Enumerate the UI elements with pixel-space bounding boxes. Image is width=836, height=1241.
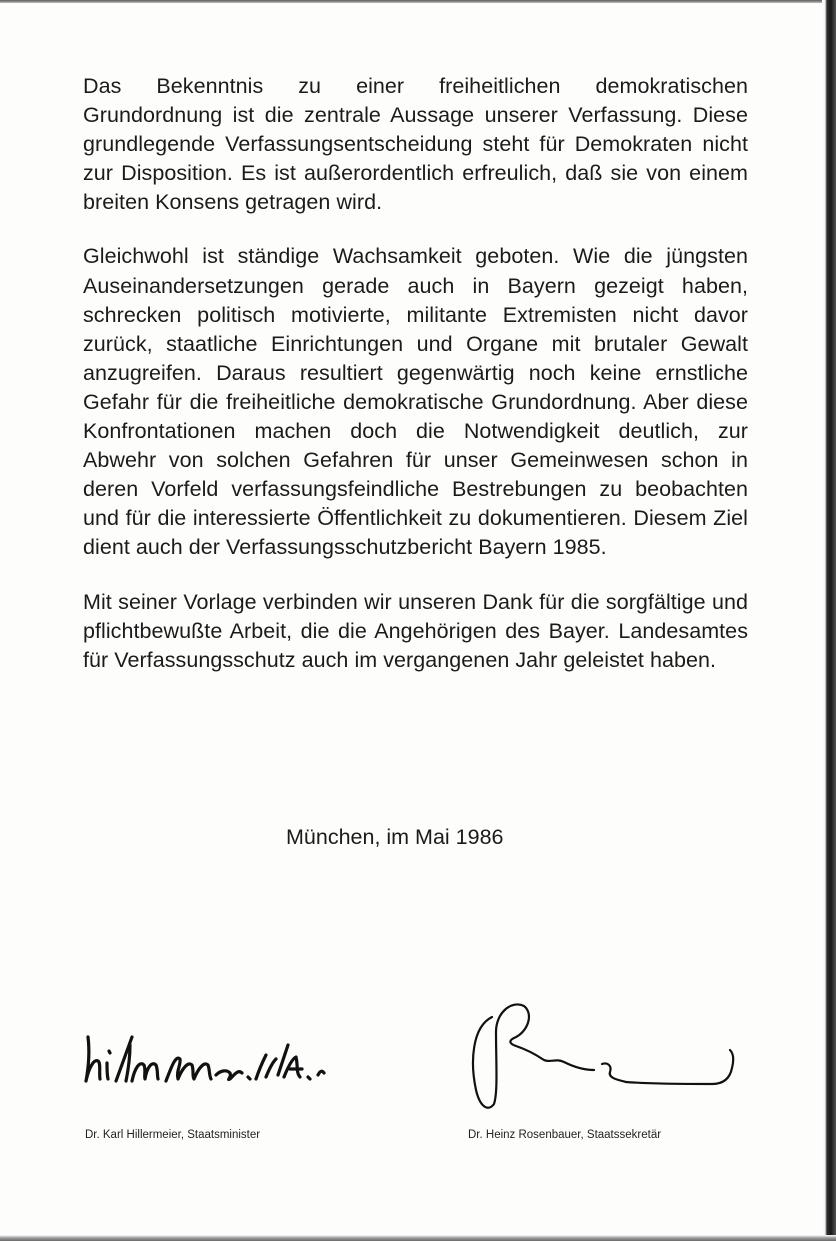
signatory-caption-left: Dr. Karl Hillermeier, Staatsminister bbox=[85, 1129, 261, 1141]
signature-rosenbauer bbox=[462, 992, 742, 1117]
paragraph-3: Mit seiner Vorlage verbinden wir unseren Dank für die sorgfältige und pflichtbewußte Arbeit, die die Angehörigen des Bayer. Landesamtes für Verfassungsschutz auch im vergangenen Jahr geleistet haben. bbox=[83, 589, 748, 672]
signatory-caption-right: Dr. Heinz Rosenbauer, Staatssekretär bbox=[468, 1129, 662, 1141]
page-binding-edge bbox=[822, 0, 836, 1241]
body-text bbox=[83, 72, 748, 700]
bottom-edge-rule bbox=[0, 1235, 836, 1241]
paragraph-2: Gleichwohl ist ständige Wachsamkeit geboten. Wie die jüngsten Auseinandersetzungen gerade auch in Bayern gezeigt haben, schrecken politisch motivierte, militante Extremisten nicht davor zurück, staatliche Einrichtungen und Organe mit brutaler Gewalt anzugreifen. Daraus resultiert gegenwärtig noch keine ernstliche Gefahr für die freiheitliche demokratische Grundordnung. Aber diese Konfrontationen machen doch die Notwendigkeit deutlich, zur Abwehr von solchen Gefahren für unser Gemeinwesen schon in deren Vorfeld verfassungsfeindliche Bestrebungen zu beobachten und für die interessierte Öffentlichkeit zu dokumentieren. Diesem Ziel dient auch der Verfassungsschutzbericht Bayern 1985. bbox=[83, 244, 748, 560]
paragraph-1: Das Bekenntnis zu einer freiheitlichen demokratischen Grundordnung ist die zentrale Aussage unserer Verfassung. Diese grundlegende Verfassungsentscheidung steht für Demokraten nicht zur Disposition. Es ist außerordentlich erfreulich, daß sie von einem breiten Konsens getragen wird. bbox=[83, 74, 748, 215]
signature-hillermeier bbox=[80, 1015, 380, 1090]
top-edge-rule bbox=[0, 0, 836, 3]
dateline: München, im Mai 1986 bbox=[286, 825, 504, 849]
